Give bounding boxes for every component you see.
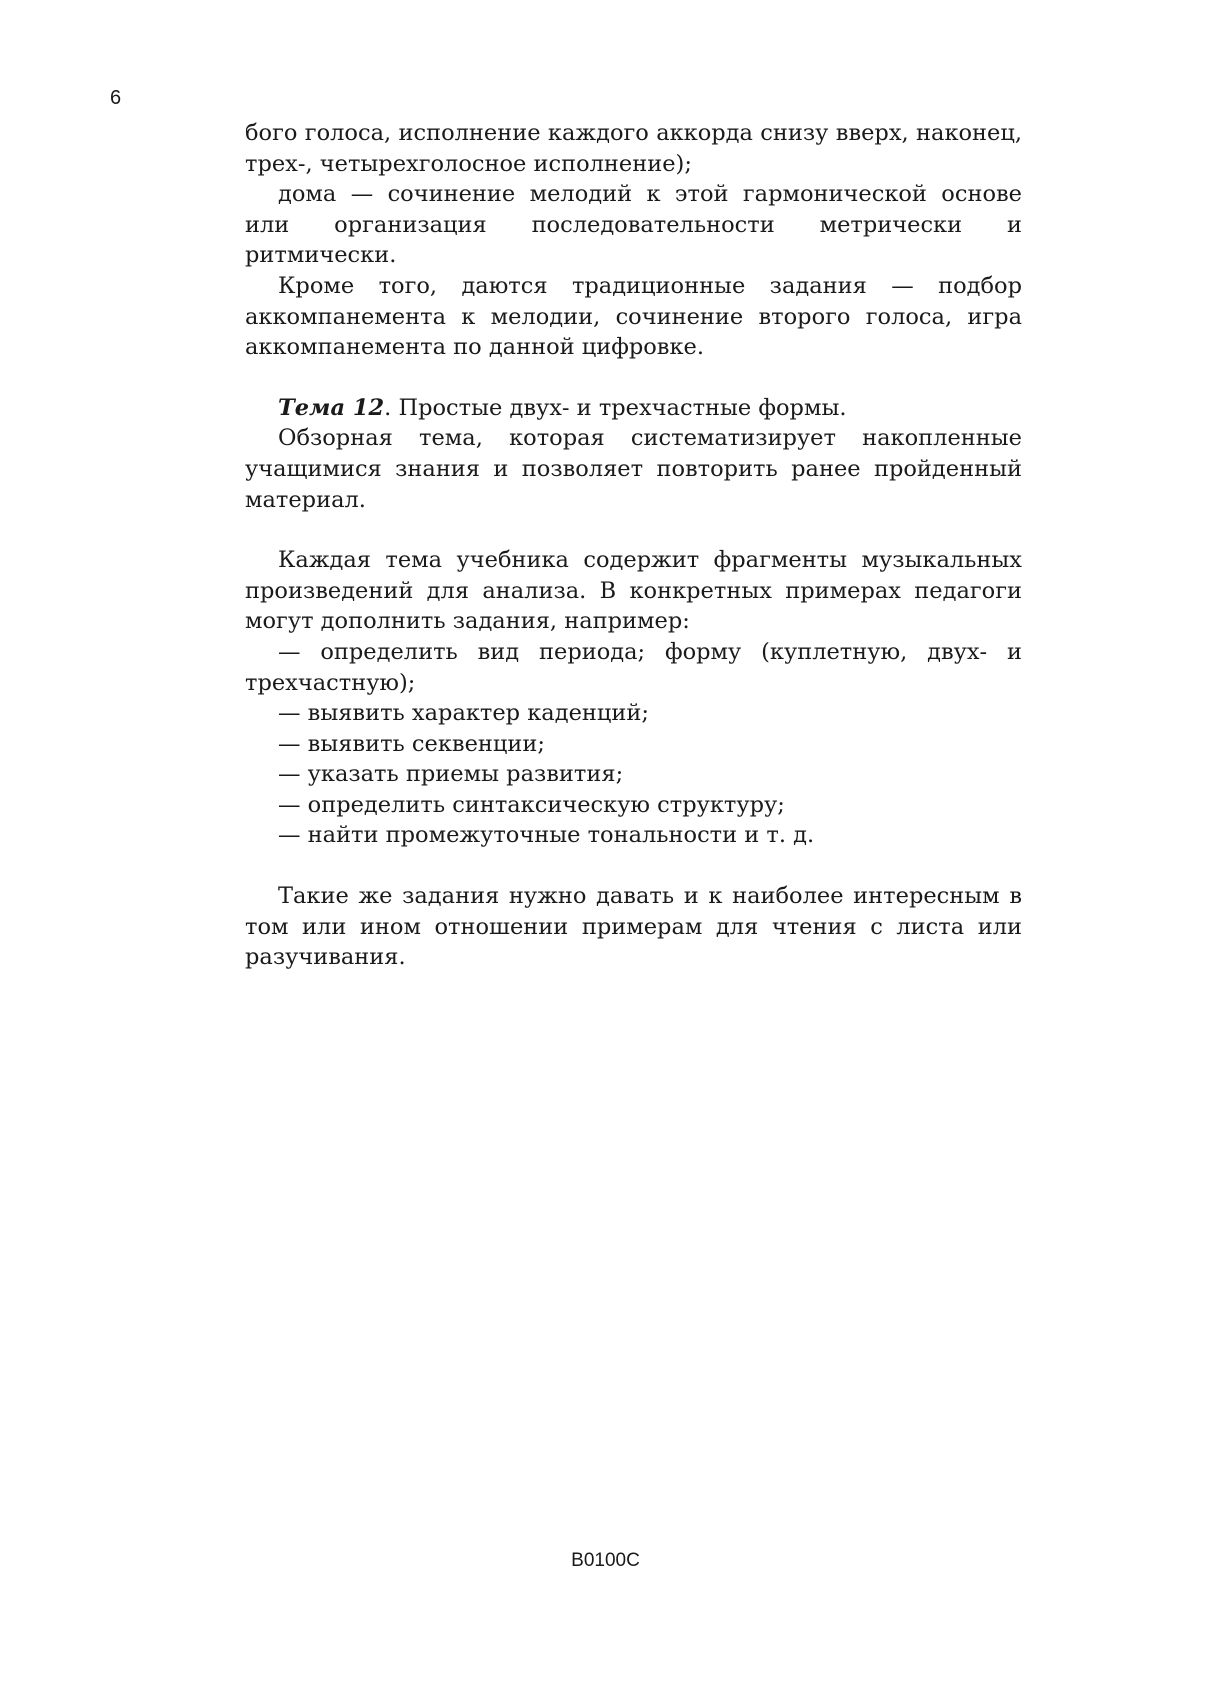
task-item: — определить вид периода; форму (куплетную, двух- и трехчастную); <box>245 638 1022 696</box>
topic-12-title: . Простые двух- и трехчастные формы. <box>384 394 847 421</box>
page-number: 6 <box>110 87 122 109</box>
task-item: — найти промежуточные тональности и т. д. <box>278 822 815 849</box>
paragraph-analysis-intro: Каждая тема учебника содержит фрагменты музыкальных произведений для анализа. В конкретных примерах педагоги могут дополнить задания, например: <box>245 547 1022 635</box>
paragraph-review-topic: Обзорная тема, которая систематизирует накопленные учащимися знания и позволяет повторить ранее пройденный материал. <box>245 425 1022 513</box>
text-column <box>245 118 1022 973</box>
paragraph-continuation: бого голоса, исполнение каждого аккорда снизу вверх, наконец, трех-, четырехголосное исполнение); <box>245 120 1022 177</box>
footer-code: В0100С <box>571 1550 640 1571</box>
task-item: — определить синтаксическую структуру; <box>278 791 785 818</box>
paragraph-reading-tasks: Такие же задания нужно давать и к наиболее интересным в том или ином отношении примерам для чтения с листа или разучивания. <box>245 883 1022 971</box>
task-item: — выявить секвенции; <box>278 730 545 757</box>
topic-12-heading <box>245 393 1022 424</box>
task-item: — выявить характер каденций; <box>278 700 649 727</box>
paragraph-traditional-tasks: Кроме того, даются традиционные задания — подбор аккомпанемента к мелодии, сочинение второго голоса, игра аккомпанемента по данной цифровке. <box>245 272 1022 361</box>
topic-12-label: Тема 12 <box>278 394 385 421</box>
task-item: — указать приемы развития; <box>278 761 624 788</box>
paragraph-home-task: дома — сочинение мелодий к этой гармонической основе или организация последовательности метрически и ритмически. <box>245 181 1022 269</box>
